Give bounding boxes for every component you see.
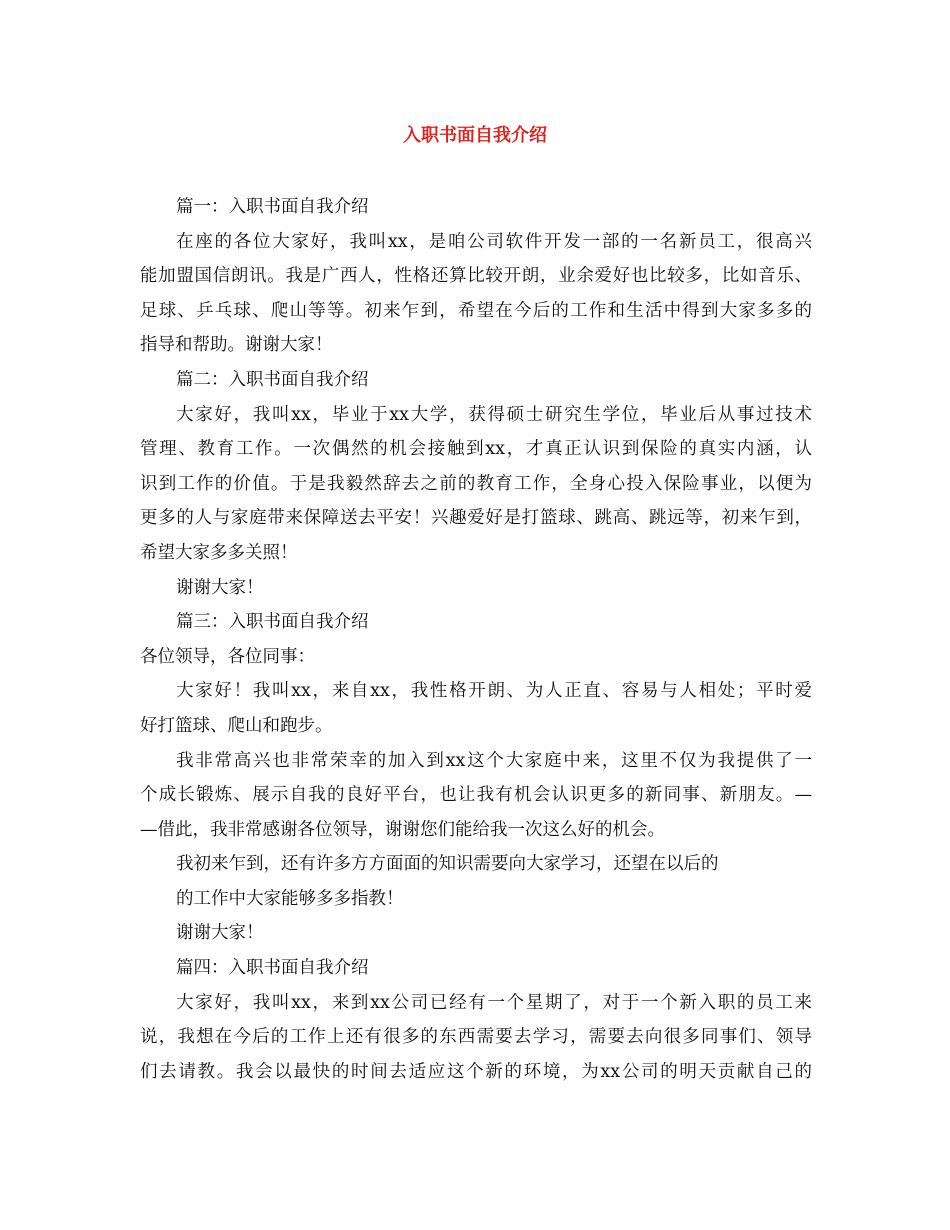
paragraph-line: 在座的各位大家好，我叫xx，是咱公司软件开发一部的一名新员工，很高兴 <box>176 231 812 252</box>
salutation-line: 各位领导，各位同事： <box>140 646 315 667</box>
paragraph-line: 能加盟国信朗讯。我是广西人，性格还算比较开朗，业余爱好也比较多，比如音乐、 <box>140 266 812 287</box>
section-heading-3: 篇三：入职书面自我介绍 <box>176 612 369 633</box>
paragraph-line: 指导和帮助。谢谢大家！ <box>140 335 333 356</box>
paragraph-line: 大家好，我叫xx，毕业于xx大学，获得硕士研究生学位，毕业后从事过技术 <box>176 404 812 425</box>
paragraph-line: 大家好！我叫xx，来自xx，我性格开朗、为人正直、容易与人相处；平时爱 <box>176 681 812 702</box>
paragraph-line: 的工作中大家能够多多指教！ <box>176 888 404 909</box>
paragraph-line: 我非常高兴也非常荣幸的加入到xx这个大家庭中来，这里不仅为我提供了一 <box>176 750 812 771</box>
paragraph-line: 们去请教。我会以最快的时间去适应这个新的环境，为xx公司的明天贡献自己的 <box>140 1061 812 1082</box>
document-title: 入职书面自我介绍 <box>403 125 547 146</box>
paragraph-line: 个成长锻炼、展示自我的良好平台，也让我有机会认识更多的新同事、新朋友。— <box>140 785 812 806</box>
paragraph-line: 谢谢大家！ <box>176 577 264 598</box>
paragraph-line: 我初来乍到，还有许多方方面面的知识需要向大家学习，还望在以后的 <box>176 854 719 875</box>
section-heading-1: 篇一：入职书面自我介绍 <box>176 197 369 217</box>
paragraph-line: 管理、教育工作。一次偶然的机会接触到xx，才真正认识到保险的真实内涵，认 <box>140 439 812 460</box>
section-heading-2: 篇二：入职书面自我介绍 <box>176 369 369 390</box>
paragraph-line: 足球、乒乓球、爬山等等。初来乍到，希望在今后的工作和生活中得到大家多多的 <box>140 300 812 321</box>
paragraph-line: 谢谢大家！ <box>176 923 264 944</box>
section-heading-4: 篇四：入职书面自我介绍 <box>176 958 369 979</box>
paragraph-line: 大家好，我叫xx，来到xx公司已经有一个星期了，对于一个新入职的员工来 <box>176 992 812 1013</box>
paragraph-line: 识到工作的价值。于是我毅然辞去之前的教育工作，全身心投入保险事业，以便为 <box>140 473 812 494</box>
paragraph-line: 更多的人与家庭带来保障送去平安！兴趣爱好是打篮球、跳高、跳远等，初来乍到， <box>140 508 812 529</box>
paragraph-line: 希望大家多多关照！ <box>140 542 298 563</box>
document-body <box>140 190 812 1089</box>
paragraph-line: —借此，我非常感谢各位领导，谢谢您们能给我一次这么好的机会。 <box>140 819 665 840</box>
paragraph-line: 好打篮球、爬山和跑步。 <box>140 715 333 736</box>
paragraph-line: 说，我想在今后的工作上还有很多的东西需要去学习，需要去向很多同事们、领导 <box>140 1027 812 1048</box>
